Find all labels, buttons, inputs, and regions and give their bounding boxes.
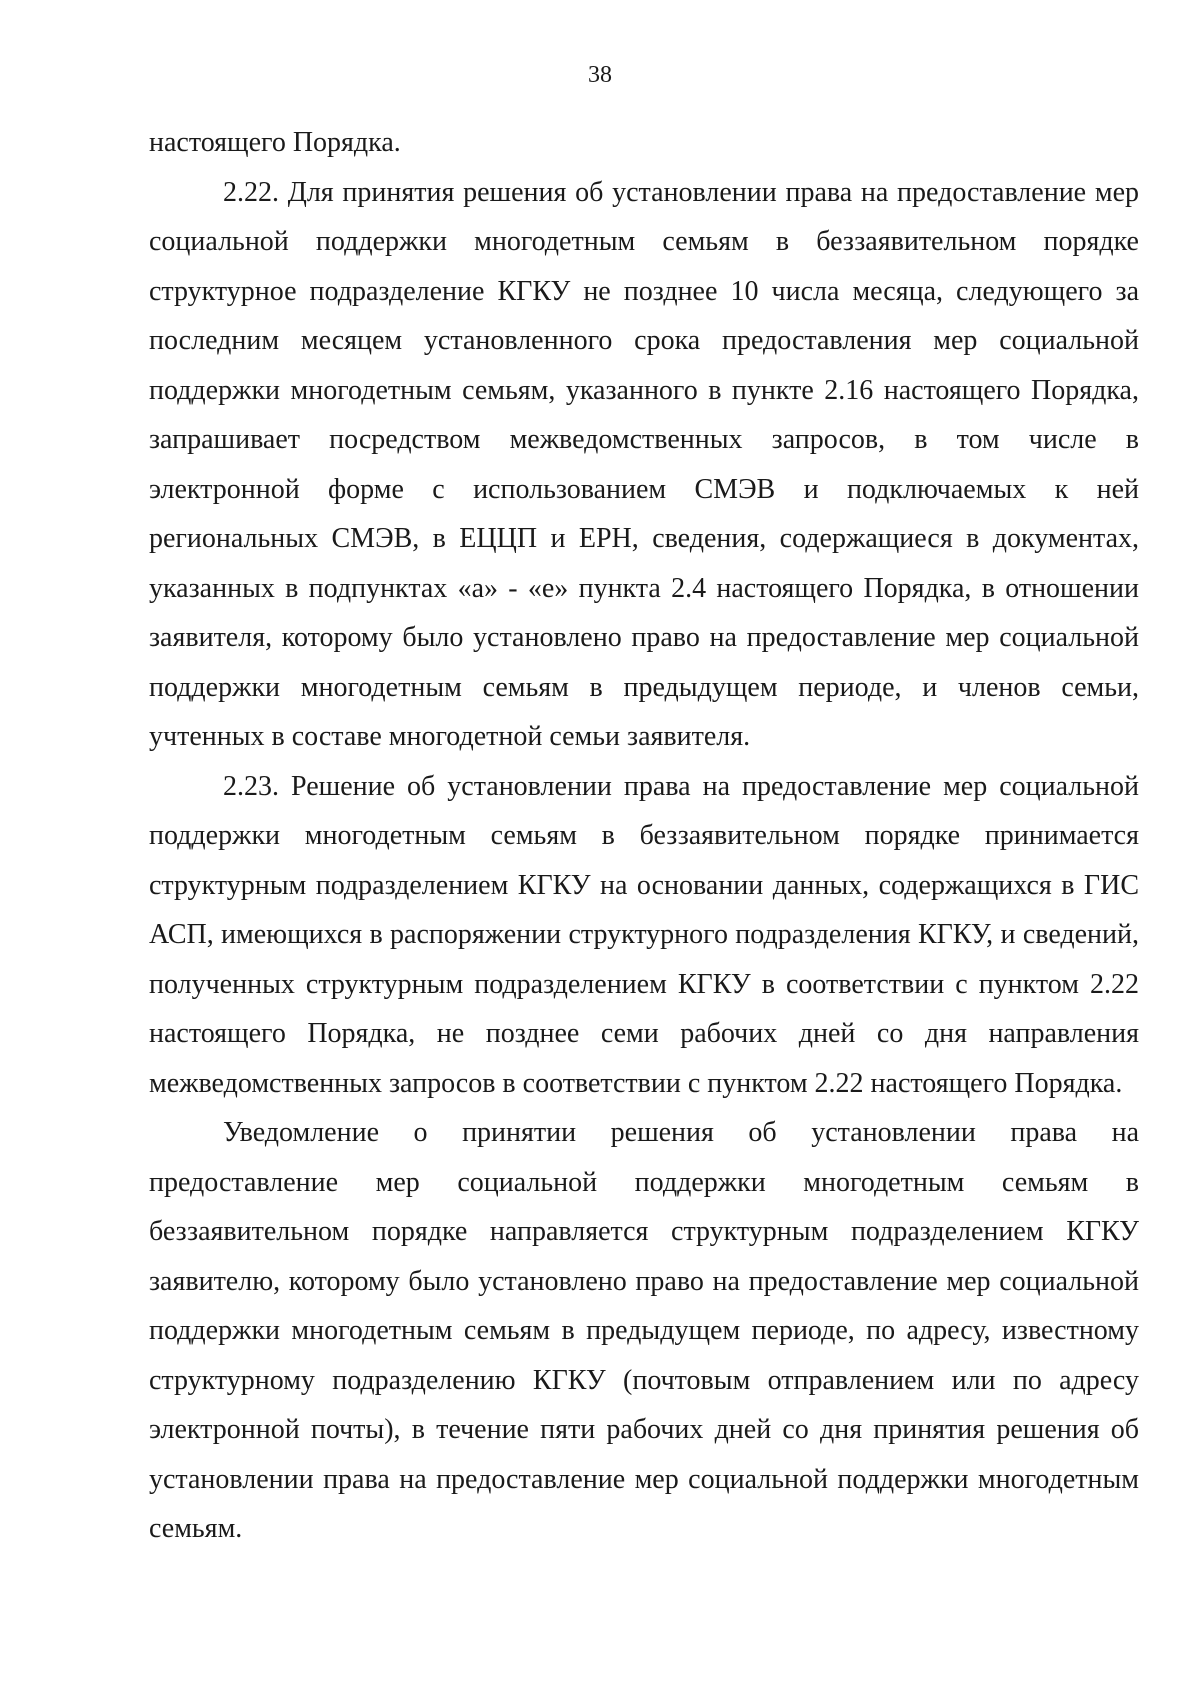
paragraph-notification: Уведомление о принятии решения об установлении права на предоставление мер социальной поддержки многодетным семьям в беззаявительном порядке направляется структурным подразделением КГКУ заявителю, которому было установлено право на предоставление мер социальной поддержки многодетным семьям в предыдущем периоде, по адресу, известному структурному подразделению КГКУ (почтовым отправлением или по адресу электронной почты), в течение пяти рабочих дней со дня принятия решения об установлении права на предоставление мер социальной поддержки многодетным семьям. bbox=[149, 1117, 1139, 1544]
document-body bbox=[149, 118, 1139, 1554]
paragraph-continuation: настоящего Порядка. bbox=[149, 127, 401, 158]
page-number: 38 bbox=[588, 62, 612, 88]
paragraph-2-22: 2.22. Для принятия решения об установлении права на предоставление мер социальной поддержки многодетным семьям в беззаявительном порядке структурное подразделение КГКУ не позднее 10 числа месяца, следующего за последним месяцем установленного срока предоставления мер социальной поддержки многодетным семьям, указанного в пункте 2.16 настоящего Порядка, запрашивает посредством межведомственных запросов, в том числе в электронной форме с использованием СМЭВ и подключаемых к ней региональных СМЭВ, в ЕЦЦП и ЕРН, сведения, содержащиеся в документах, указанных в подпунктах «а» - «е» пункта 2.4 настоящего Порядка, в отношении заявителя, которому было установлено право на предоставление мер социальной поддержки многодетным семьям в предыдущем периоде, и членов семьи, учтенных в составе многодетной семьи заявителя. bbox=[149, 176, 1139, 752]
paragraph-2-23: 2.23. Решение об установлении права на предоставление мер социальной поддержки многодетным семьям в беззаявительном порядке принимается структурным подразделением КГКУ на основании данных, содержащихся в ГИС АСП, имеющихся в распоряжении структурного подразделения КГКУ, и сведений, полученных структурным подразделением КГКУ в соответствии с пунктом 2.22 настоящего Порядка, не позднее семи рабочих дней со дня направления межведомственных запросов в соответствии с пунктом 2.22 настоящего Порядка. bbox=[149, 770, 1139, 1099]
